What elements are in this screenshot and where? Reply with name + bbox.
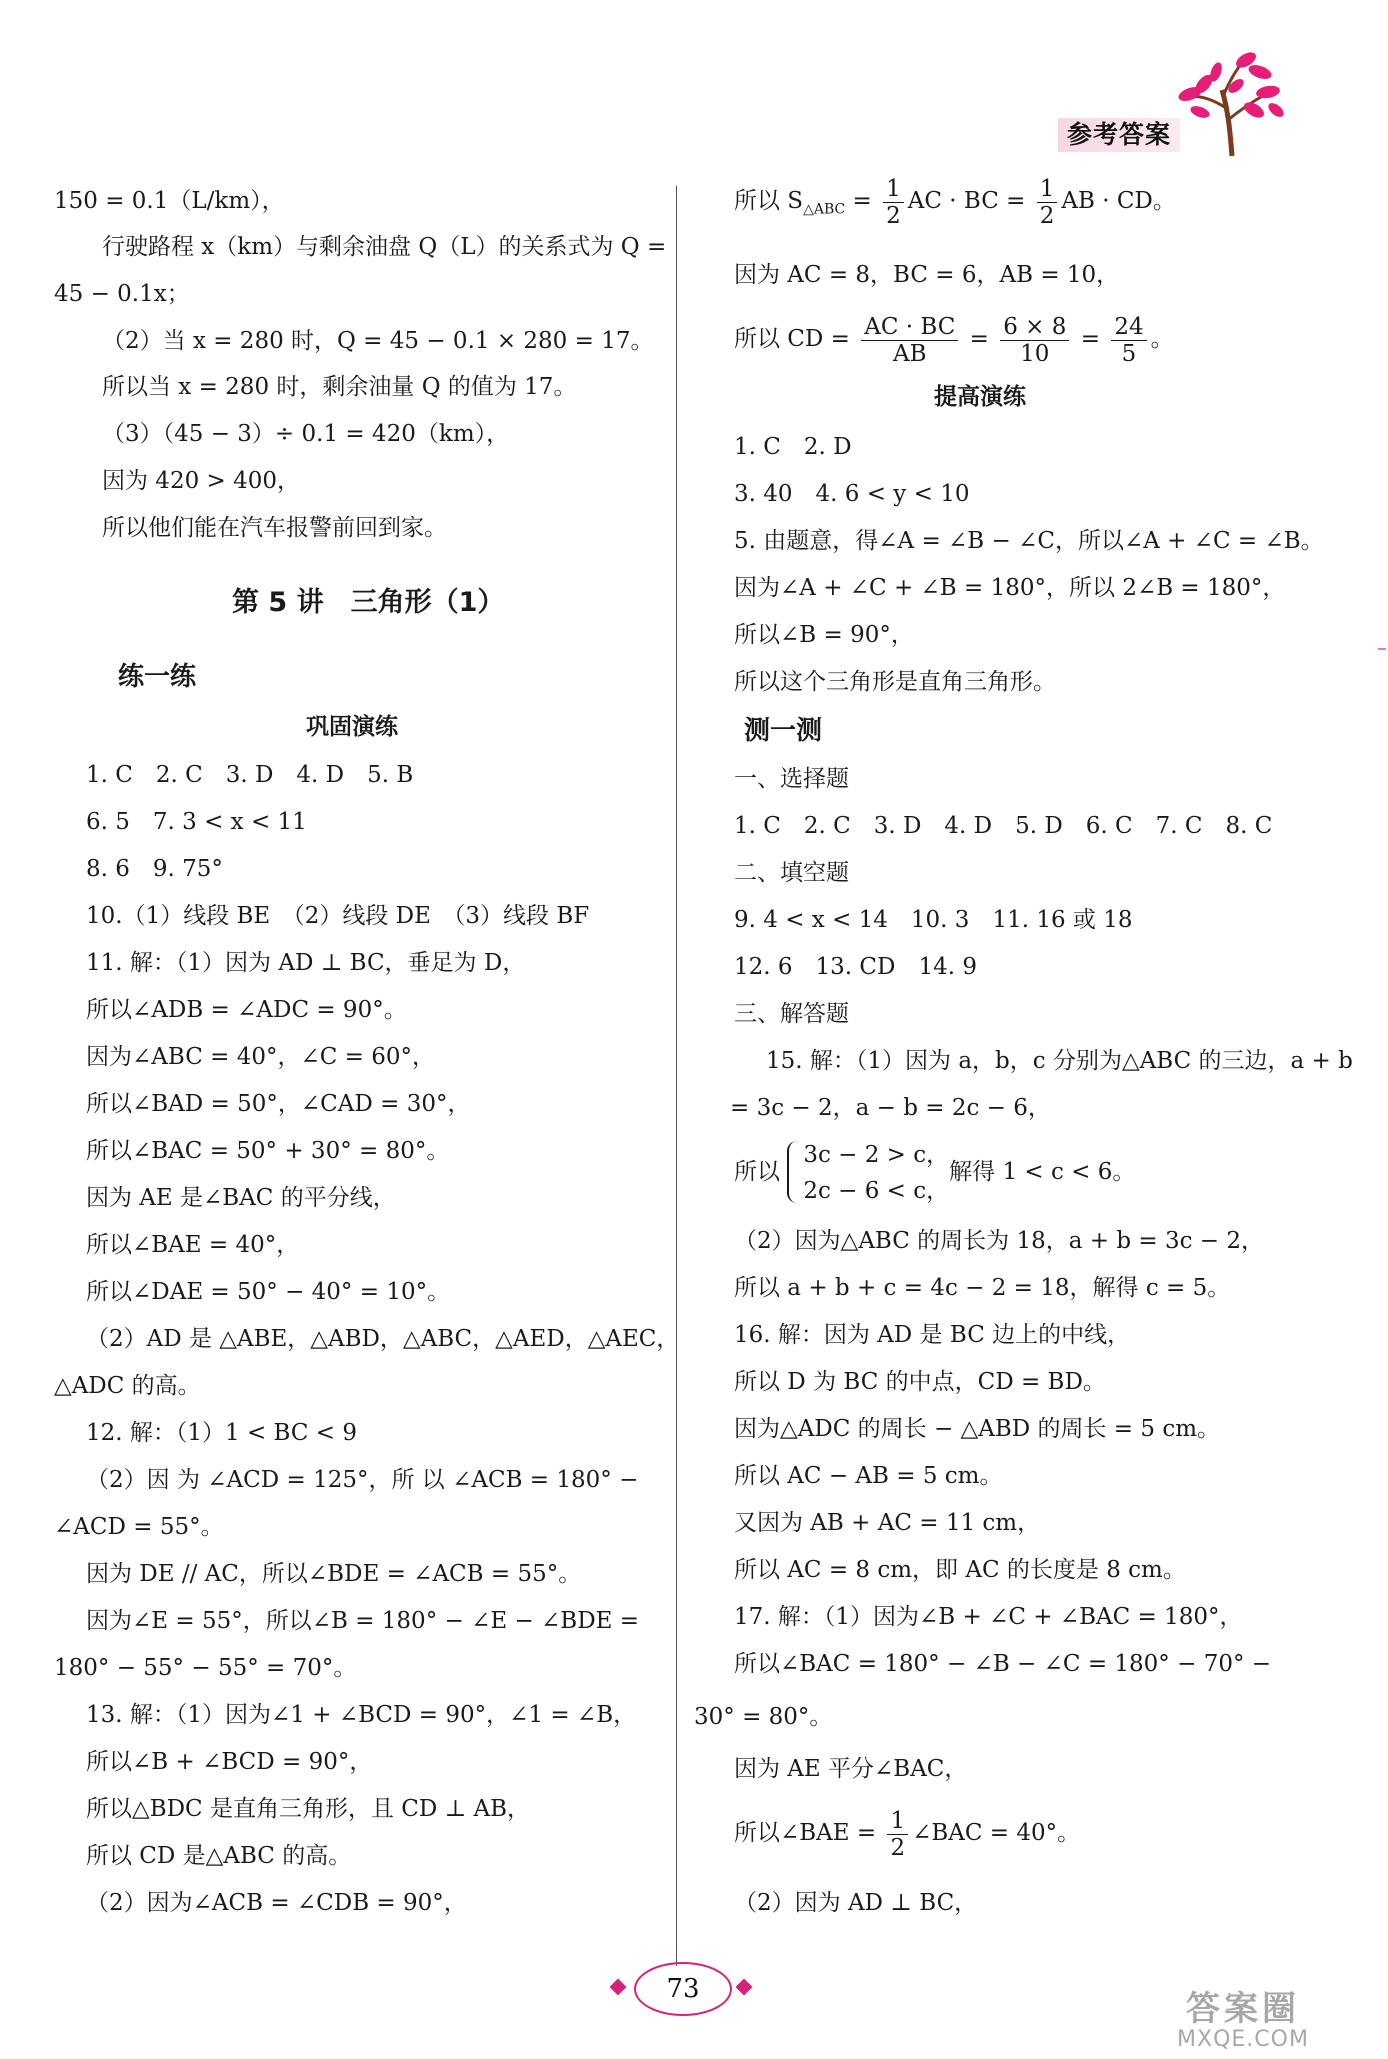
text-segment: = <box>1073 326 1108 352</box>
fraction <box>861 314 958 367</box>
subscript: △ABC <box>803 201 846 218</box>
answer-line: 30° = 80°。 <box>694 1704 833 1730</box>
fraction-denominator: 2 <box>886 202 901 229</box>
answer-line: 所以∠BAC = 180° − ∠B − ∠C = 180° − 70° − <box>734 1651 1272 1677</box>
answer-line: 11. 解：（1）因为 AD ⊥ BC，垂足为 D， <box>86 950 526 976</box>
answer-line: 10.（1）线段 BE （2）线段 DE （3）线段 BF <box>86 903 590 929</box>
answer-line: 所以 D 为 BC 的中点，CD = BD。 <box>734 1369 1106 1395</box>
lecture-title: 第 5 讲 三角形（1） <box>232 587 505 618</box>
question-type-heading: 二、填空题 <box>734 860 849 886</box>
answer-line: （2）因为∠ACB = ∠CDB = 90°， <box>86 1890 467 1916</box>
inequality-system <box>787 1137 949 1209</box>
text-segment: = <box>962 326 997 352</box>
page-number-badge <box>606 1962 756 2014</box>
text-segment: AC · BC = <box>907 188 1033 214</box>
answer-line: 13. 解：（1）因为∠1 + ∠BCD = 90°，∠1 = ∠B， <box>86 1702 637 1728</box>
answer-line: = 3c − 2，a − b = 2c − 6， <box>730 1095 1051 1121</box>
answer-line: 所以 AC − AB = 5 cm。 <box>734 1463 1003 1489</box>
watermark-logo-text: 答案圈 <box>1186 1989 1300 2029</box>
system-row: 2c − 6 < c， <box>803 1178 950 1204</box>
answer-line: 180° − 55° − 55° = 70°。 <box>54 1655 357 1681</box>
answer-line: （2）因 为 ∠ACD = 125°，所 以 ∠ACB = 180° − <box>86 1467 639 1493</box>
answer-line: 又因为 AB + AC = 11 cm， <box>734 1510 1041 1536</box>
cd-formula-line <box>734 306 1174 372</box>
answer-line: 所以∠BAE = 40°， <box>86 1232 300 1258</box>
text-line: 45 − 0.1x； <box>54 281 190 307</box>
answer-line: 所以 CD 是△ABC 的高。 <box>86 1843 352 1869</box>
answer-line: 因为 DE // AC，所以∠BDE = ∠ACB = 55°。 <box>86 1561 582 1587</box>
answer-line: 因为 AE 平分∠BAC， <box>734 1756 968 1782</box>
fraction-denominator: AB <box>893 340 927 367</box>
answer-line: 12. 解：（1）1 < BC < 9 <box>86 1420 358 1446</box>
fraction-numerator: 1 <box>883 176 904 203</box>
column-divider <box>676 186 677 1966</box>
answer-line: 12. 6 13. CD 14. 9 <box>734 954 977 980</box>
answer-line: （2）AD 是 △ABE，△ABD，△ABC，△AED，△AEC， <box>86 1326 680 1352</box>
text-segment: 所以 CD = <box>734 326 858 352</box>
answer-line: ∠ACD = 55°。 <box>54 1514 224 1540</box>
edge-mark <box>1378 648 1386 650</box>
answer-line: 因为△ADC 的周长 − △ABD 的周长 = 5 cm。 <box>734 1416 1221 1442</box>
fraction-numerator: 6 × 8 <box>1000 314 1069 341</box>
answer-line: 因为∠ABC = 40°，∠C = 60°， <box>86 1044 435 1070</box>
subsection-heading-improve: 提高演练 <box>934 384 1026 410</box>
fraction <box>1037 176 1058 229</box>
text-segment: 解得 1 < c < 6。 <box>949 1159 1136 1185</box>
answer-line: 所以∠B = 90°， <box>734 622 914 648</box>
inequality-system-line <box>734 1136 1135 1209</box>
answer-line: 所以∠ADB = ∠ADC = 90°。 <box>86 997 407 1023</box>
text-segment: ∠BAC = 40°。 <box>912 1820 1081 1846</box>
fraction <box>883 176 904 229</box>
answer-line: 因为∠A + ∠C + ∠B = 180°，所以 2∠B = 180°， <box>734 575 1286 601</box>
fraction-denominator: 2 <box>890 1834 906 1861</box>
answer-line: 所以这个三角形是直角三角形。 <box>734 669 1056 695</box>
fraction-numerator: 1 <box>887 1808 908 1835</box>
watermark <box>1108 1990 1378 2054</box>
answer-line: 6. 5 7. 3 < x < 11 <box>86 809 307 835</box>
fraction-numerator: AC · BC <box>861 314 958 341</box>
answer-line: 3. 40 4. 6 < y < 10 <box>734 481 970 507</box>
fraction <box>1111 314 1146 367</box>
text-line: 150 = 0.1（L/km）， <box>54 188 285 214</box>
fraction-numerator: 24 <box>1111 314 1146 341</box>
answer-line: （2）因为△ABC 的周长为 18，a + b = 3c − 2， <box>734 1228 1265 1254</box>
answer-line: 15. 解：（1）因为 a，b，c 分别为△ABC 的三边，a + b <box>766 1048 1353 1074</box>
answer-line: （2）因为 AD ⊥ BC， <box>734 1890 978 1916</box>
answer-line: 16. 解：因为 AD 是 BC 边上的中线， <box>734 1322 1131 1348</box>
answer-line: 所以 a + b + c = 4c − 2 = 18，解得 c = 5。 <box>734 1275 1231 1301</box>
answer-line: 1. C 2. D <box>734 434 852 460</box>
angle-formula-line <box>734 1800 1080 1866</box>
text-line: （3）（45 − 3）÷ 0.1 = 420（km）， <box>102 421 510 447</box>
fraction-denominator: 10 <box>1020 340 1050 367</box>
answer-line: 所以△BDC 是直角三角形，且 CD ⊥ AB， <box>86 1796 531 1822</box>
fraction-denominator: 5 <box>1121 340 1137 367</box>
answer-line: 所以 AC = 8 cm，即 AC 的长度是 8 cm。 <box>734 1557 1186 1583</box>
diamond-ornament-icon <box>736 1979 753 1996</box>
answer-line: 因为 AE 是∠BAC 的平分线， <box>86 1185 396 1211</box>
answer-line: 因为∠E = 55°，所以∠B = 180° − ∠E − ∠BDE = <box>86 1608 640 1634</box>
text-segment: 所以 <box>734 1159 780 1185</box>
answer-line: 17. 解：（1）因为∠B + ∠C + ∠BAC = 180°， <box>734 1604 1243 1630</box>
flower-tree-icon <box>1170 50 1288 158</box>
answer-line: 所以∠B + ∠BCD = 90°， <box>86 1749 373 1775</box>
section-heading-practice: 练一练 <box>118 662 197 692</box>
answer-line: 所以∠DAE = 50° − 40° = 10°。 <box>86 1279 451 1305</box>
text-line: 行驶路程 x（km）与剩余油盘 Q（L）的关系式为 Q = <box>102 234 667 260</box>
question-type-heading: 一、选择题 <box>734 766 849 792</box>
answer-line: 5. 由题意，得∠A = ∠B − ∠C，所以∠A + ∠C = ∠B。 <box>734 528 1324 554</box>
text-line: 所以当 x = 280 时，剩余油量 Q 的值为 17。 <box>102 374 577 400</box>
watermark-url: MXQE.COM <box>1177 2027 1309 2052</box>
page-number: 73 <box>634 1962 732 2016</box>
answer-line: 所以∠BAD = 50°，∠CAD = 30°， <box>86 1091 471 1117</box>
text-segment: AB · CD。 <box>1061 188 1176 214</box>
system-row: 3c − 2 > c， <box>803 1142 950 1168</box>
diamond-ornament-icon <box>610 1979 627 1996</box>
question-type-heading: 三、解答题 <box>734 1001 849 1027</box>
subsection-heading-consolidate: 巩固演练 <box>306 714 398 740</box>
left-brace <box>787 1141 799 1203</box>
fraction <box>887 1808 908 1861</box>
answer-line: 所以∠BAC = 50° + 30° = 80°。 <box>86 1138 450 1164</box>
fraction-denominator: 2 <box>1039 202 1055 229</box>
text-line: 所以他们能在汽车报警前回到家。 <box>102 515 447 541</box>
text-segment: = <box>845 188 880 214</box>
section-heading-test: 测一测 <box>744 716 823 746</box>
fraction <box>1000 314 1069 367</box>
answer-line: △ADC 的高。 <box>54 1373 201 1399</box>
answer-line: 8. 6 9. 75° <box>86 856 223 882</box>
answer-line: 1. C 2. C 3. D 4. D 5. D 6. C 7. C 8. C <box>734 813 1273 839</box>
answer-line: 9. 4 < x < 14 10. 3 11. 16 或 18 <box>734 907 1133 933</box>
text-segment: 所以 S <box>734 188 804 214</box>
answer-line: 1. C 2. C 3. D 4. D 5. B <box>86 762 414 788</box>
text-line: （2）当 x = 280 时，Q = 45 − 0.1 × 280 = 17。 <box>102 328 654 354</box>
fraction-numerator: 1 <box>1037 176 1058 203</box>
text-segment: 。 <box>1150 326 1174 352</box>
text-segment: 所以∠BAE = <box>734 1820 884 1846</box>
area-formula-line <box>734 168 1176 243</box>
text-line: 因为 420 > 400， <box>102 468 301 494</box>
section-label-answers: 参考答案 <box>1058 118 1180 152</box>
text-line: 因为 AC = 8，BC = 6，AB = 10， <box>734 262 1120 288</box>
